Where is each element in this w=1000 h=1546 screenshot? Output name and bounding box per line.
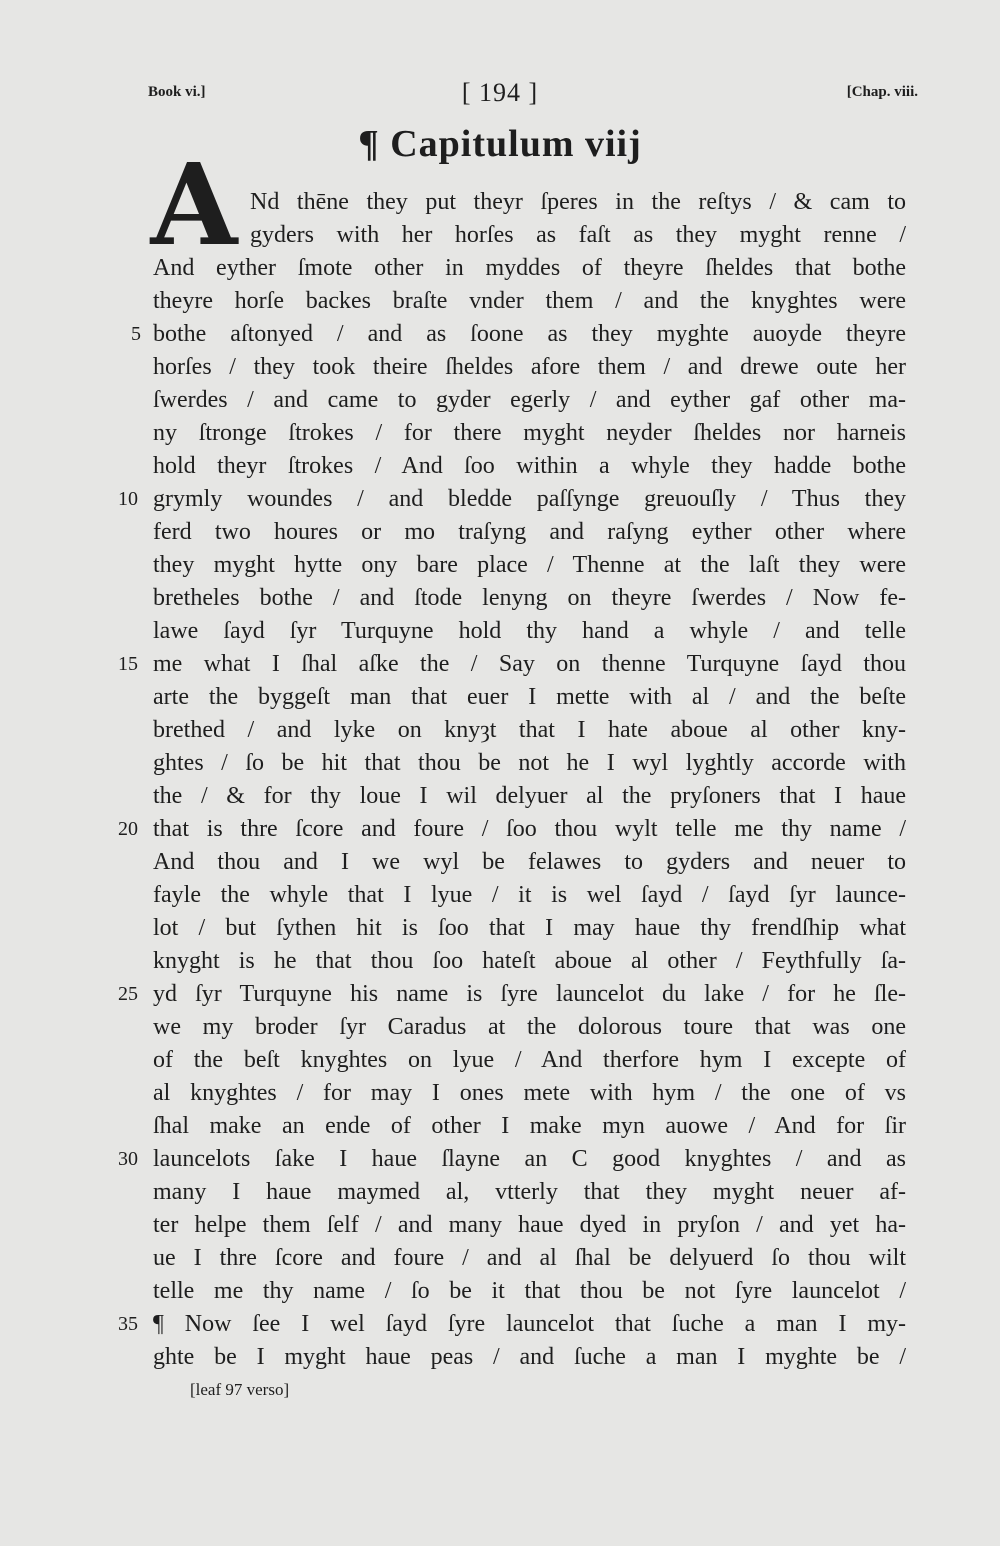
text-line: bothe aſtonyed / and as ſoone as they myghte auoyde theyre	[153, 321, 906, 347]
text-line: horſes / they took theire ſheldes afore them / and drewe oute her	[153, 354, 906, 380]
text-line: me what I ſhal aſke the / Say on thenne Turquyne ſayd thou	[153, 651, 906, 677]
line-number: 20	[118, 818, 138, 840]
text-line: ghte be I myght haue peas / and ſuche a man I myghte be /	[153, 1344, 906, 1370]
text-line: we my broder ſyr Caradus at the dolorous toure that was one	[153, 1014, 906, 1040]
text-line: ſhal make an ende of other I make myn auowe / And for ſir	[153, 1113, 906, 1139]
line-number: 25	[118, 983, 138, 1005]
text-line: brethed / and lyke on knyȝt that I hate aboue al other kny-	[153, 717, 906, 743]
text-line: yd ſyr Turquyne his name is ſyre launcelot du lake / for he ſle-	[153, 981, 906, 1007]
text-line: ue I thre ſcore and foure / and al ſhal be delyuerd ſo thou wilt	[153, 1245, 906, 1271]
text-line: ſwerdes / and came to gyder egerly / and eyther gaf other ma-	[153, 387, 906, 413]
text-line: ter helpe them ſelf / and many haue dyed in pryſon / and yet ha-	[153, 1212, 906, 1238]
text-line: they myght hytte ony bare place / Thenne at the laſt they were	[153, 552, 906, 578]
text-line: gyders with her horſes as faſt as they myght renne /	[250, 222, 906, 248]
text-line: ferd two houres or mo traſyng and raſyng eyther other where	[153, 519, 906, 545]
text-line: launcelots ſake I haue ſlayne an C good knyghtes / and as	[153, 1146, 906, 1172]
text-line: knyght is he that thou ſoo hateſt aboue al other / Feythfully ſa-	[153, 948, 906, 974]
drop-cap-initial: A	[150, 140, 238, 271]
text-line: al knyghtes / for may I ones mete with hym / the one of vs	[153, 1080, 906, 1106]
running-head-book: Book vi.]	[148, 84, 206, 100]
line-number: 5	[131, 323, 141, 345]
page-number: [ 194 ]	[461, 78, 539, 107]
line-number: 10	[118, 488, 138, 510]
text-line: And thou and I we wyl be felawes to gyders and neuer to	[153, 849, 906, 875]
text-line: lawe ſayd ſyr Turquyne hold thy hand a whyle / and telle	[153, 618, 906, 644]
line-number: 15	[118, 653, 138, 675]
text-line: ghtes / ſo be hit that thou be not he I wyl lyghtly accorde with	[153, 750, 906, 776]
line-number: 35	[118, 1313, 138, 1335]
text-line: many I haue maymed al, vtterly that they myght neuer af-	[153, 1179, 906, 1205]
pilcrow-icon: ¶	[358, 123, 380, 165]
running-head-chapter: [Chap. viii.	[846, 84, 918, 100]
text-line: Nd thēne they put theyr ſperes in the reſtys / & cam to	[250, 189, 906, 215]
text-line: grymly woundes / and bledde paſſynge greuouſly / Thus they	[153, 486, 906, 512]
text-line: lot / but ſythen hit is ſoo that I may haue thy frendſhip what	[153, 915, 906, 941]
text-line: the / & for thy loue I wil delyuer al the pryſoners that I haue	[153, 783, 906, 809]
line-number: 30	[118, 1148, 138, 1170]
text-line: ny ſtronge ſtrokes / for there myght neyder ſheldes nor harneis	[153, 420, 906, 446]
chapter-title: Capitulum viij	[390, 123, 642, 165]
text-line: hold theyr ſtrokes / And ſoo within a whyle they hadde bothe	[153, 453, 906, 479]
text-line: theyre horſe backes braſte vnder them / and the knyghtes were	[153, 288, 906, 314]
text-line: fayle the whyle that I lyue / it is wel ſayd / ſayd ſyr launce-	[153, 882, 906, 908]
text-line: that is thre ſcore and foure / ſoo thou wylt telle me thy name /	[153, 816, 906, 842]
text-line: And eyther ſmote other in myddes of theyre ſheldes that bothe	[153, 255, 906, 281]
text-line: telle me thy name / ſo be it that thou be not ſyre launcelot /	[153, 1278, 906, 1304]
text-line: bretheles bothe / and ſtode lenyng on theyre ſwerdes / Now fe-	[153, 585, 906, 611]
text-line: of the beſt knyghtes on lyue / And therfore hym I excepte of	[153, 1047, 906, 1073]
text-line: arte the byggeſt man that euer I mette with al / and the beſte	[153, 684, 906, 710]
running-head	[0, 78, 1000, 108]
text-line: ¶ Now ſee I wel ſayd ſyre launcelot that ſuche a man I my-	[153, 1311, 906, 1337]
leaf-note: [leaf 97 verso]	[190, 1380, 290, 1399]
